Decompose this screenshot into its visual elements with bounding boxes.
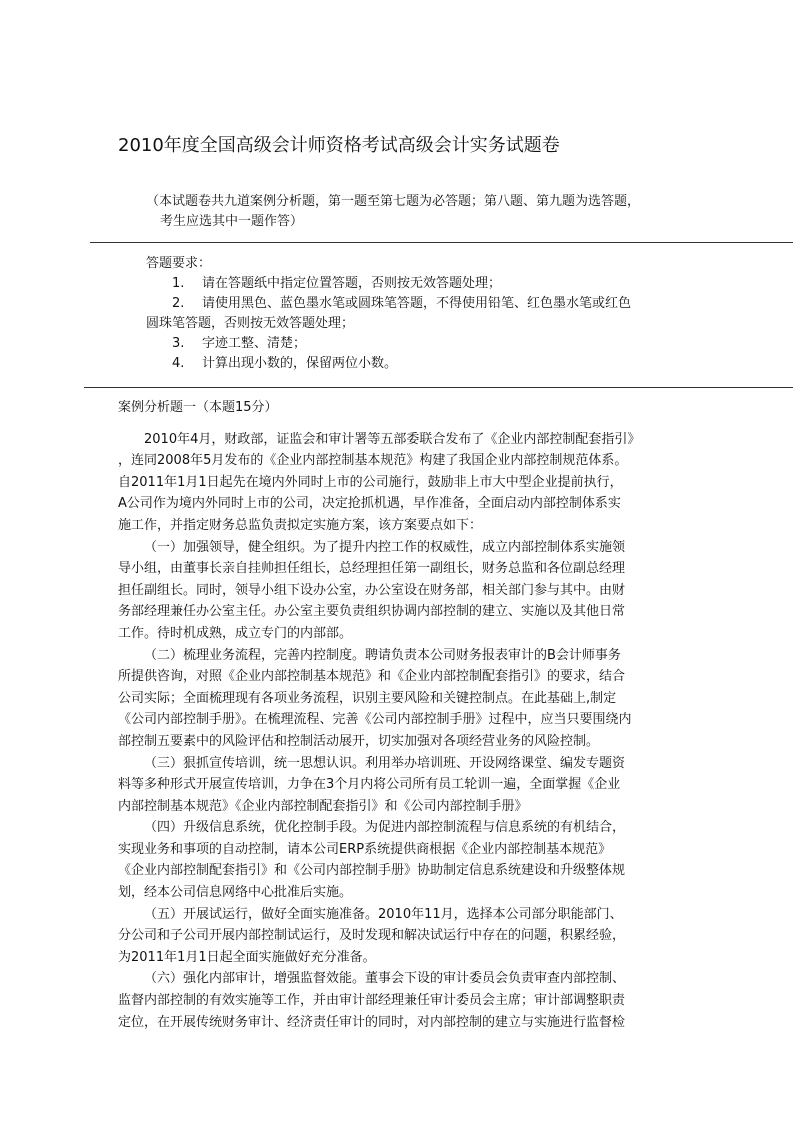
case-body	[118, 397, 688, 1033]
case-line: 料等多种形式开展宣传培训，力争在3个月内将公司所有员工轮训一遍，全面掌握《企业	[118, 777, 621, 793]
case-line: 施工作，并指定财务总监负责拟定实施方案，该方案要点如下：	[118, 517, 483, 533]
case-line: （四）升级信息系统，优化控制手段。为促进内部控制流程与信息系统的有机结合，	[144, 820, 626, 836]
case-line: A公司作为境内外同时上市的公司，决定抢抓机遇，早作准备，全面启动内部控制体系实	[118, 496, 621, 512]
case-line: 《企业内部控制配套指引》和《公司内部控制手册》协助制定信息系统建设和升级整体规	[118, 863, 626, 879]
divider	[90, 242, 793, 243]
requirement-item	[146, 334, 706, 354]
case-line: 部控制五要素中的风险评估和控制活动展开，切实加强对各项经营业务的风险控制。	[118, 733, 600, 749]
case-line: 《公司内部控制手册》。在梳理流程、完善《公司内部控制手册》过程中，应当只要围绕内	[118, 712, 632, 728]
case-line: 监督内部控制的有效实施等工作，并由审计部经理兼任审计委员会主席；审计部调整职责	[118, 993, 626, 1009]
requirement-item	[146, 294, 706, 314]
case-line: 所提供咨询，对照《企业内部控制基本规范》和《企业内部控制配套指引》的要求，结合	[118, 669, 626, 685]
requirement-number: 2.	[172, 296, 185, 311]
case-line: 内部控制基本规范》《企业内部控制配套指引》和《公司内部控制手册》	[118, 798, 528, 814]
requirement-number: 4.	[172, 356, 185, 371]
case-line: 实现业务和事项的自动控制，请本公司ERP系统提供商根据《企业内部控制基本规范》	[118, 841, 612, 857]
exam-note	[146, 192, 706, 232]
case-line: 分公司和子公司开展内部控制试运行，及时发现和解决试运行中存在的问题，积累经验，	[118, 928, 626, 944]
requirement-text: 请在答题纸中指定位置答题，否则按无效答题处理；	[202, 276, 502, 291]
case-line: （六）强化内部审计，增强监督效能。董事会下设的审计委员会负责审查内部控制、	[144, 971, 626, 987]
requirement-number: 1.	[172, 276, 185, 291]
answer-requirements	[146, 254, 706, 374]
case-line: （一）加强领导，健全组织。为了提升内控工作的权威性，成立内部控制体系实施领	[144, 539, 626, 555]
case-line: 定位，在开展传统财务审计、经济责任审计的同时，对内部控制的建立与实施进行监督检	[118, 1014, 626, 1030]
exam-note-line: 考生应选其中一题作答）	[160, 214, 304, 229]
exam-note-line: （本试题卷共九道案例分析题，第一题至第七题为必答题；第八题、第九题为选答题，	[146, 194, 641, 209]
case-line: 为2011年1月1日起全面实施做好充分准备。	[118, 949, 376, 965]
case-line: 导小组，由董事长亲自挂帅担任组长，总经理担任第一副组长，财务总监和各位副总经理	[118, 561, 626, 577]
case-line: 自2011年1月1日起先在境内外同时上市的公司施行，鼓励非上市大中型企业提前执行，	[118, 474, 623, 490]
requirement-number: 3.	[172, 336, 185, 351]
case-line: 工作。待时机成熟，成立专门的内部部。	[118, 625, 353, 641]
case-line: 务部经理兼任办公室主任。办公室主要负责组织协调内部控制的建立、实施以及其他日常	[118, 604, 626, 620]
divider	[84, 387, 793, 388]
requirement-text: 计算出现小数的，保留两位小数。	[202, 356, 398, 371]
exam-title: 2010年度全国高级会计师资格考试高级会计实务试题卷	[118, 135, 560, 156]
requirement-item	[146, 274, 706, 294]
case-line: （五）开展试运行，做好全面实施准备。2010年11月，选择本公司部分职能部门、	[144, 906, 623, 922]
requirement-continuation: 圆珠笔答题，否则按无效答题处理；	[146, 316, 355, 331]
case-line: （二）梳理业务流程，完善内控制度。聘请负责本公司财务报表审计的B会计师事务	[144, 647, 621, 663]
case-line: （三）狠抓宣传培训，统一思想认识。利用举办培训班、开设网络课堂、编发专题资	[144, 755, 626, 771]
requirements-heading: 答题要求：	[146, 256, 212, 271]
case-line: 担任副组长。同时，领导小组下设办公室，办公室设在财务部，相关部门参与其中。由财	[118, 582, 626, 598]
case-line: 划，经本公司信息网络中心批准后实施。	[118, 885, 353, 901]
requirement-text: 字迹工整、清楚；	[202, 336, 307, 351]
case-line: 公司实际；全面梳理现有各项业务流程，识别主要风险和关键控制点。在此基础上,制定	[118, 690, 617, 706]
requirement-item	[146, 354, 706, 374]
case-line: 2010年4月，财政部，证监会和审计署等五部委联合发布了《企业内部控制配套指引》	[144, 431, 641, 447]
case-line: ，连同2008年5月发布的《企业内部控制基本规范》构建了我国企业内部控制规范体系。	[118, 453, 628, 469]
case-title: 案例分析题一（本题15分）	[118, 400, 278, 415]
requirement-text: 请使用黑色、蓝色墨水笔或圆珠笔答题，不得使用铅笔、红色墨水笔或红色	[202, 296, 632, 311]
